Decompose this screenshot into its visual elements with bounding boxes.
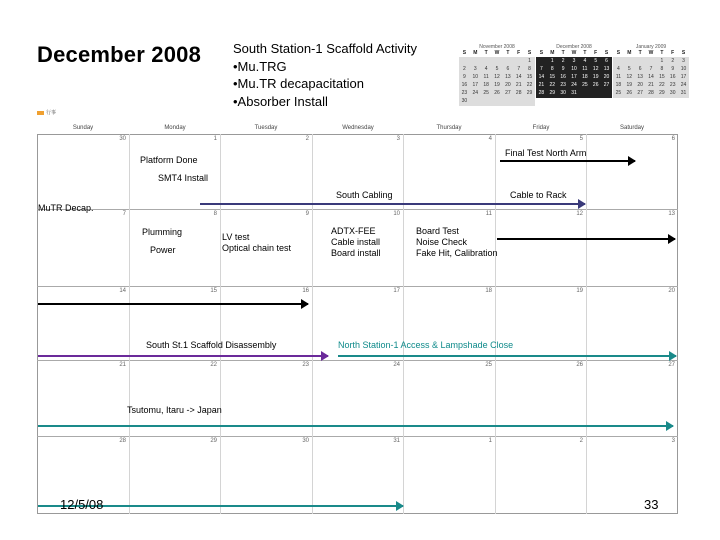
mini-day[interactable]: 23 [560,82,566,88]
mini-day[interactable]: 29 [549,90,556,96]
mini-weekday: F [517,50,521,56]
mini-calendar-title: November 2008 [479,44,515,50]
mini-day[interactable]: 18 [615,82,622,88]
mini-day[interactable]: 22 [549,82,556,88]
mini-day[interactable]: 12 [494,74,500,80]
mini-day [502,98,513,105]
mini-day[interactable]: 20 [637,82,643,88]
mini-day[interactable]: 15 [526,74,533,80]
mini-day[interactable]: 11 [483,74,489,80]
day-number[interactable]: 30 [302,438,309,444]
mini-day[interactable]: 30 [461,98,468,104]
mini-weekday: M [473,50,478,56]
summary-line: •Mu.TRG [233,58,287,74]
slide-date: 12/5/08 [60,497,104,512]
event-board-test-arrow [497,238,675,240]
day-number[interactable]: 3 [671,438,675,444]
mini-day[interactable]: 22 [659,82,665,88]
mini-day[interactable]: 1 [550,58,554,64]
event-fake-hit-calibration[interactable]: Fake Hit, Calibration [416,248,498,258]
mini-weekday-row [536,50,612,57]
mini-day [524,98,535,105]
event-scaffold-arrow [38,355,328,357]
day-number[interactable]: 26 [576,362,583,368]
day-number[interactable]: 10 [393,211,400,217]
event-platform-done[interactable]: Platform Done [140,155,198,165]
mini-day[interactable]: 29 [526,90,533,96]
day-number[interactable]: 21 [119,362,126,368]
mini-day[interactable]: 22 [526,82,533,88]
week-divider [37,286,678,287]
summary-line: •Mu.TR decapacitation [233,76,365,91]
day-number[interactable]: 1 [213,136,217,142]
mini-day[interactable]: 13 [603,66,610,72]
event-lv-test[interactable]: LV test [222,232,250,242]
mini-day[interactable]: 8 [550,66,554,72]
mini-day[interactable]: 25 [615,90,622,96]
mini-day[interactable]: 10 [472,74,479,80]
mini-calendar-title: December 2008 [556,44,592,50]
mini-day[interactable]: 27 [603,82,610,88]
mini-day[interactable]: 10 [571,66,577,72]
mini-day [470,58,481,65]
mini-day[interactable]: 12 [626,74,633,80]
mini-day[interactable]: 3 [572,58,576,64]
event-south-cabling[interactable]: South Cabling [336,190,393,200]
mini-day[interactable]: 26 [494,90,500,96]
mini-weekday: T [660,50,664,56]
mini-days-grid [536,57,612,98]
day-number[interactable]: 20 [668,288,675,294]
mini-day[interactable]: 31 [680,90,687,96]
mini-day[interactable]: 13 [637,74,643,80]
mini-weekday: S [527,50,532,56]
mini-day[interactable]: 14 [538,74,545,80]
mini-day[interactable]: 20 [505,82,511,88]
weekday-header: Monday [164,125,186,131]
mini-weekday: M [627,50,632,56]
weekday-header: Friday [532,125,550,131]
day-divider [586,134,587,514]
day-number[interactable]: 30 [119,136,126,142]
mini-day[interactable]: 27 [637,90,643,96]
day-divider [312,134,313,514]
mini-day [601,90,612,97]
mini-weekday: S [616,50,621,56]
mini-day[interactable]: 3 [473,66,477,72]
mini-day[interactable]: 4 [484,66,488,72]
event-power[interactable]: Power [150,245,176,255]
day-number[interactable]: 23 [302,362,309,368]
mini-day[interactable]: 11 [582,66,588,72]
mini-day[interactable]: 5 [594,58,598,64]
event-smt4-install[interactable]: SMT4 Install [158,173,209,183]
mini-day[interactable]: 20 [603,74,610,80]
mini-weekday: W [494,50,500,56]
mini-day[interactable]: 6 [605,58,608,64]
mini-day[interactable]: 31 [571,90,577,96]
day-number[interactable]: 19 [576,288,583,294]
mini-days-grid [613,57,689,98]
slide-page-number: 33 [644,497,659,512]
mini-calendar-november[interactable] [459,44,535,106]
event-cable-to-rack[interactable]: Cable to Rack [510,190,567,200]
day-number[interactable]: 29 [210,438,217,444]
weekday-header: Wednesday [342,125,374,131]
mini-day[interactable]: 2 [463,66,466,72]
mini-day[interactable]: 30 [560,90,566,96]
mini-day[interactable]: 10 [680,66,687,72]
mini-day[interactable]: 23 [461,90,468,96]
day-number[interactable]: 1 [488,438,492,444]
day-number[interactable]: 2 [579,438,583,444]
summary-line: •Absorber Install [233,93,328,109]
weekday-header: Sunday [72,125,94,131]
mini-day[interactable]: 28 [648,90,654,96]
mini-weekday: W [648,50,654,56]
week-divider [37,209,678,210]
mini-day[interactable]: 29 [659,90,665,96]
mini-day[interactable]: 15 [659,74,665,80]
event-plumming[interactable]: Plumming [142,227,183,237]
mini-day [459,58,470,65]
day-number[interactable]: 25 [485,362,492,368]
mini-day[interactable]: 17 [472,82,479,88]
mini-day[interactable]: 24 [680,82,687,88]
mini-weekday-row [613,50,689,57]
category-color-icon [37,111,44,115]
mini-day[interactable]: 14 [648,74,654,80]
mini-weekday: S [462,50,467,56]
mini-day[interactable]: 17 [680,74,687,80]
mini-day[interactable]: 18 [582,74,588,80]
mini-weekday-row [459,50,535,57]
mini-day[interactable]: 26 [626,90,633,96]
mini-day[interactable]: 6 [506,66,510,72]
summary-line: South Station-1 Scaffold Activity [233,41,418,56]
week-divider [37,436,678,437]
mini-day[interactable]: 28 [515,90,522,96]
mini-day[interactable]: 9 [671,66,675,72]
day-number[interactable]: 24 [393,362,400,368]
mini-day [624,58,635,65]
mini-weekday: T [484,50,488,56]
event-cable-install[interactable]: Cable install [331,237,381,247]
mini-day[interactable]: 19 [494,82,500,88]
mini-weekday: S [681,50,686,56]
mini-day [492,98,503,105]
day-divider [495,134,496,514]
event-board-install[interactable]: Board install [331,248,381,258]
mini-day [646,58,657,65]
mini-day[interactable]: 8 [660,66,664,72]
mini-day[interactable]: 21 [515,82,522,88]
mini-day[interactable]: 11 [615,74,622,80]
mini-day[interactable]: 8 [528,66,531,72]
day-number[interactable]: 18 [485,288,492,294]
mini-day[interactable]: 13 [505,74,511,80]
mini-weekday: S [604,50,609,56]
mini-day[interactable]: 14 [515,74,522,80]
day-number[interactable]: 9 [305,211,309,217]
day-number[interactable]: 13 [668,211,675,217]
mini-day[interactable]: 16 [669,74,676,80]
mini-weekday: W [571,50,577,56]
day-number[interactable]: 2 [305,136,309,142]
mini-day[interactable]: 28 [538,90,545,96]
event-noise-check[interactable]: Noise Check [416,237,468,247]
day-number[interactable]: 14 [119,288,126,294]
mini-calendar-december[interactable] [536,44,612,98]
event-board-test[interactable]: Board Test [416,226,459,236]
mini-day[interactable]: 23 [669,82,676,88]
mini-day[interactable]: 7 [540,66,543,72]
mini-day[interactable]: 27 [505,90,511,96]
mini-day [481,58,492,65]
day-number[interactable]: 16 [302,288,309,294]
mini-day[interactable]: 9 [463,74,466,80]
mini-days-grid [459,57,535,106]
weekday-header: Thursday [436,125,462,131]
mini-day[interactable]: 4 [583,58,587,64]
day-number[interactable]: 6 [671,136,675,142]
mini-day [513,58,524,65]
event-week3-arrow [38,303,308,305]
mini-day [590,90,601,97]
event-north-station-access[interactable]: North Station-1 Access & Lampshade Close [338,340,514,350]
mini-day[interactable]: 12 [592,66,599,72]
mini-day[interactable]: 2 [671,58,675,64]
mini-day[interactable]: 1 [528,58,531,64]
mini-day[interactable]: 30 [669,90,676,96]
mini-day[interactable]: 9 [561,66,565,72]
mini-day[interactable]: 16 [560,74,566,80]
mini-day[interactable]: 16 [461,82,468,88]
mini-weekday: M [550,50,555,56]
weekday-header: Saturday [619,125,644,131]
month-title: December 2008 [37,42,202,67]
mini-weekday: F [671,50,675,56]
mini-day [492,58,503,65]
mini-calendar-january[interactable] [613,44,689,98]
mini-day [502,58,513,65]
event-final-test[interactable]: Final Test North Arm [505,148,587,158]
event-optical-chain-test[interactable]: Optical chain test [222,243,292,253]
event-final-test-arrow [500,160,635,162]
category-tag[interactable] [37,109,56,116]
mini-day[interactable]: 26 [592,82,599,88]
mini-weekday: S [539,50,544,56]
mini-day[interactable]: 5 [495,66,499,72]
mini-day [579,90,590,97]
day-number[interactable]: 12 [576,211,583,217]
mini-day[interactable]: 19 [626,82,633,88]
mini-day[interactable]: 7 [649,66,653,72]
event-tsutomu-itaru-japan[interactable]: Tsutomu, Itaru -> Japan [127,405,222,415]
event-japan-arrow [38,425,673,427]
mini-day[interactable]: 19 [592,74,599,80]
mini-day[interactable]: 25 [483,90,489,96]
day-number[interactable]: 27 [668,362,675,368]
day-number[interactable]: 5 [579,136,583,142]
day-number[interactable]: 28 [119,438,126,444]
day-number[interactable]: 22 [210,362,217,368]
week-divider [37,360,678,361]
mini-day [536,58,547,65]
mini-day [635,58,646,65]
day-number[interactable]: 3 [396,136,400,142]
mini-calendar-title: January 2009 [635,44,667,50]
mini-day[interactable]: 17 [571,74,577,80]
mini-day[interactable]: 7 [517,66,521,72]
mini-day[interactable]: 6 [638,66,642,72]
day-number[interactable]: 17 [393,288,400,294]
mini-day[interactable]: 4 [617,66,620,72]
event-north-station-arrow [338,355,676,357]
day-divider [220,134,221,514]
mini-weekday: T [583,50,587,56]
mini-weekday: T [638,50,642,56]
mini-day[interactable]: 21 [648,82,654,88]
day-divider [129,134,130,514]
activity-summary [233,40,417,110]
day-number[interactable]: 11 [485,211,492,217]
day-number[interactable]: 31 [393,438,400,444]
mini-day[interactable]: 1 [660,58,664,64]
mini-day[interactable]: 21 [538,82,545,88]
weekday-header: Tuesday [254,125,278,131]
mini-day [470,98,481,105]
event-mutr-decap[interactable]: MuTR Decap. [38,203,94,213]
day-number[interactable]: 15 [210,288,217,294]
mini-day[interactable]: 24 [571,82,577,88]
mini-day[interactable]: 5 [627,66,631,72]
day-number[interactable]: 8 [213,211,217,217]
mini-day[interactable]: 25 [582,82,588,88]
mini-day[interactable]: 18 [483,82,489,88]
event-south-scaffold-disassembly[interactable]: South St.1 Scaffold Disassembly [146,340,277,350]
mini-day[interactable]: 24 [472,90,479,96]
mini-day [481,98,492,105]
day-number[interactable]: 4 [488,136,492,142]
mini-day [513,98,524,105]
event-cabling-arrow [200,203,585,205]
mini-weekday: F [594,50,598,56]
day-number[interactable]: 7 [122,211,126,217]
event-adtx-fee[interactable]: ADTX-FEE [331,226,376,236]
category-tag-label: 行事 [46,110,57,116]
mini-day[interactable]: 2 [561,58,565,64]
mini-day [613,58,624,65]
mini-weekday: T [561,50,565,56]
day-divider [403,134,404,514]
mini-day[interactable]: 15 [549,74,556,80]
mini-weekday: T [506,50,510,56]
mini-day[interactable]: 3 [682,58,685,64]
